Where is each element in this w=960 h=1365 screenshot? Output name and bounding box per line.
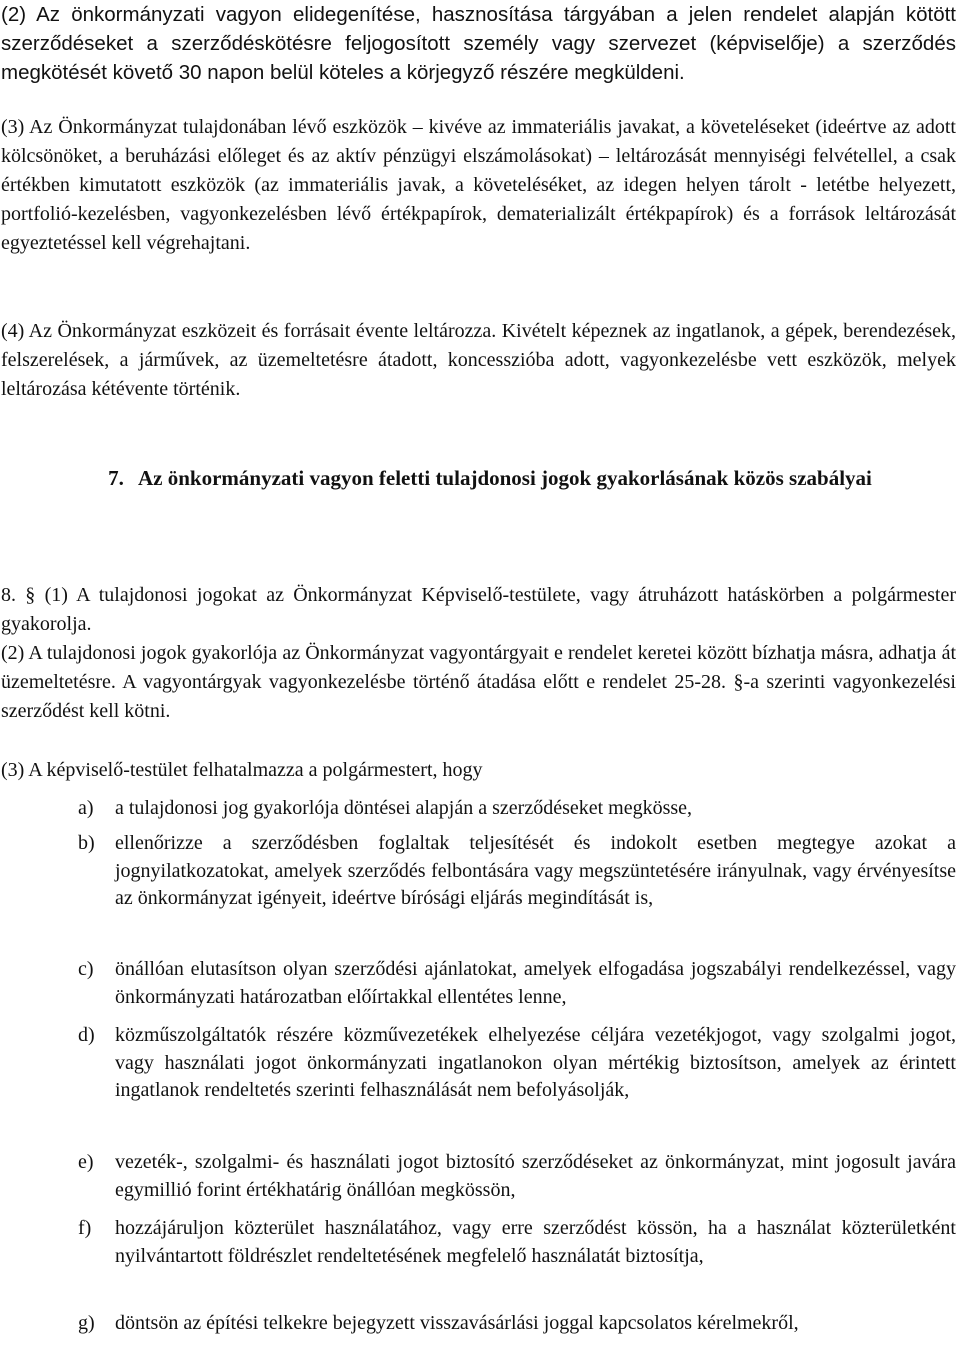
list-text: ellenőrizze a szerződésben foglaltak teljesítését és indokolt esetben megtegye azokat a jognyilatkozatokat, amelyek szerződés felbontására vagy megszüntetésére irányulnak, vagy érvényesítse az önkormányzat igényeit, ideértve bírósági eljárás megindítását is,	[115, 832, 956, 909]
list-item-e	[78, 1149, 956, 1204]
article-8-paragraph-3: (3) A képviselő-testület felhatalmazza a polgármestert, hogy	[1, 759, 483, 781]
list-marker: f)	[78, 1217, 92, 1239]
article-8-paragraph-2: (2) A tulajdonosi jogok gyakorlója az Önkormányzat vagyontárgyait e rendelet keretei között bízhatja másra, adhatja át üzemeltetésre. A vagyontárgyak vagyonkezelésbe történő átadása előtt e rendelet 25-28. §-a szerinti vagyonkezelési szerződést kell kötni.	[1, 642, 956, 722]
list-marker: g)	[78, 1312, 95, 1334]
list-marker: a)	[78, 797, 94, 819]
list-item-g	[78, 1310, 956, 1338]
article-8-paragraph-1: 8. § (1) A tulajdonosi jogokat az Önkormányzat Képviselő-testülete, vagy átruházott hatáskörben a polgármester gyakorolja.	[1, 584, 956, 635]
list-text: közműszolgáltatók részére közművezetékek elhelyezése céljára vezetékjogot, vagy szolgalmi jogot, vagy használati jogot önkormányzati ingatlanokon olyan mértékig biztosítson, amelyek az érintett ingatlanok rendeltetés szerinti felhasználását nem befolyásolják,	[115, 1024, 956, 1101]
section-title: Az önkormányzati vagyon feletti tulajdonosi jogok gyakorlásának közös szabályai	[137, 466, 872, 490]
list-text: hozzájáruljon közterület használatához, vagy erre szerződést kössön, ha a használat közterületként nyilvántartott földrészlet rendeltetésének megfelelő használatát biztosítja,	[115, 1217, 956, 1267]
list-text: döntsön az építési telkekre bejegyzett visszavásárlási joggal kapcsolatos kérelmekről,	[115, 1312, 799, 1334]
list-marker: d)	[78, 1024, 95, 1046]
section-number: 7.	[108, 466, 124, 490]
list-text: a tulajdonosi jog gyakorlója döntései alapján a szerződéseket megkösse,	[115, 797, 693, 819]
list-marker: e)	[78, 1151, 94, 1173]
section-heading	[40, 464, 940, 493]
list-item-d	[78, 1022, 956, 1105]
paragraph-2: (2) Az önkormányzati vagyon elidegenítése, hasznosítása tárgyában a jelen rendelet alapján kötött szerződéseket a szerződéskötésre feljogosított személy vagy szervezet (képviselője) a szerződés megkötését követő 30 napon belül köteles a körjegyző részére megküldeni.	[1, 3, 956, 84]
list-item-c	[78, 956, 956, 1011]
paragraph-3: (3) Az Önkormányzat tulajdonában lévő eszközök – kivéve az immateriális javakat, a követeléseket (ideértve az adott kölcsönöket, a beruházási előleget és az aktív pénzügyi elszámolásokat) – leltározását mennyiségi felvétellel, a csak értékben kimutatott eszközök (az immateriális javak, a követeléséket, az idegen helyen tárolt - letétbe helyezett, portfolió-kezelésben, vagyonkezelésben lévő értékpapírok, dematerializált értékpapírok) és a források leltározását egyeztetéssel kell végrehajtani.	[1, 116, 956, 254]
list-item-f	[78, 1215, 956, 1270]
paragraph-4: (4) Az Önkormányzat eszközeit és forrásait évente leltározza. Kivételt képeznek az ingatlanok, a gépek, berendezések, felszerelések, a járművek, az üzemeltetésre átadott, koncesszióba adott, vagyonkezelésbe vett eszközök, melyek leltározása kétévente történik.	[1, 320, 956, 400]
list-text: vezeték-, szolgalmi- és használati jogot biztosító szerződéseket az önkormányzat, mint jogosult javára egymillió forint értékhatárig önállóan megkössön,	[115, 1151, 956, 1201]
list-text: önállóan elutasítson olyan szerződési ajánlatokat, amelyek elfogadása jogszabályi rendelkezéssel, vagy önkormányzati határozatban előírtakkal ellentétes lenne,	[115, 958, 956, 1008]
list-item-a	[78, 795, 956, 823]
list-marker: c)	[78, 958, 94, 980]
list-marker: b)	[78, 832, 95, 854]
list-item-b	[78, 830, 956, 913]
